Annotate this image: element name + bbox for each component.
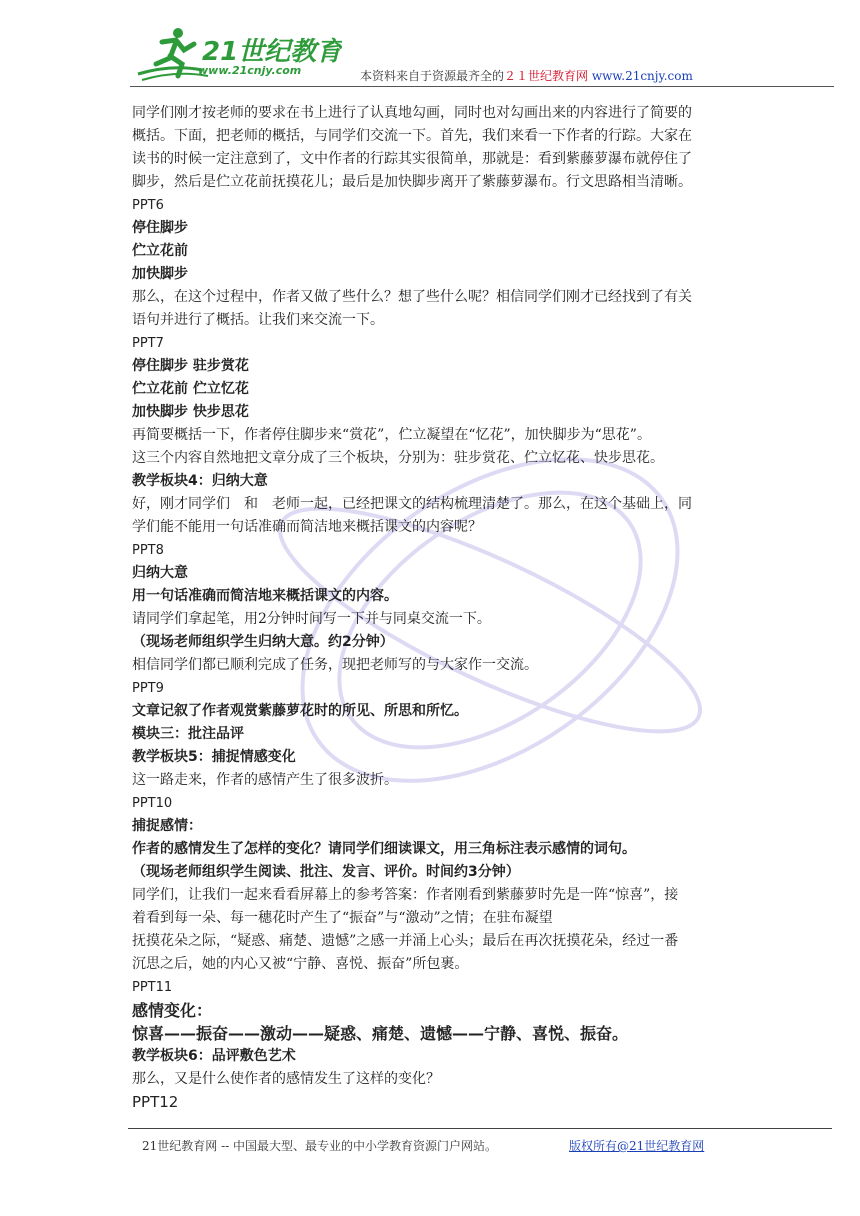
heading-line: 伫立花前 伫立忆花	[132, 381, 249, 397]
heading-line: 教学板块4：归纳大意	[132, 473, 268, 489]
header-site-link[interactable]: ２１世纪教育网	[504, 69, 589, 83]
heading-line: 作者的感情发生了怎样的变化？请同学们细读课文，用三角标注表示感情的词句。	[132, 841, 636, 857]
paragraph-line: 脚步，然后是伫立花前抚摸花儿；最后是加快脚步离开了紫藤萝瀑布。行文思路相当清晰。	[132, 174, 692, 190]
page-footer	[142, 1137, 705, 1154]
heading-line: （现场老师组织学生归纳大意。约2分钟）	[132, 634, 394, 650]
heading-line: 停住脚步 驻步赏花	[132, 358, 249, 374]
paragraph-line: 请同学们拿起笔，用2分钟时间写一下并与同桌交流一下。	[132, 611, 491, 627]
heading-line: 归纳大意	[132, 565, 188, 581]
logo-url: www.21cnjy.com	[198, 64, 302, 77]
21cnjy-logo	[132, 24, 342, 84]
paragraph-line: 那么，又是什么使作者的感情发生了这样的变化？	[132, 1071, 440, 1087]
header-note	[360, 67, 693, 84]
heading-line: 文章记叙了作者观赏紫藤萝花时的所见、所思和所忆。	[132, 703, 468, 719]
footer-divider	[128, 1128, 832, 1129]
paragraph-line: 同学们，让我们一起来看看屏幕上的参考答案：作者刚看到紫藤萝时先是一阵“惊喜”，接	[132, 887, 679, 903]
page-header	[0, 0, 860, 92]
paragraph-line: 再简要概括一下，作者停住脚步来“赏花”，伫立凝望在“忆花”，加快脚步为“思花”。	[132, 427, 651, 443]
document-body	[132, 102, 732, 1114]
paragraph-line: 语句并进行了概括。让我们来交流一下。	[132, 312, 384, 328]
slide-marker: PPT12	[132, 1093, 179, 1111]
footer-text: 21世纪教育网 -- 中国最大型、最专业的中小学教育资源门户网站。	[142, 1139, 498, 1153]
logo-text: 21世纪教育	[202, 37, 342, 67]
paragraph-line: 读书的时候一定注意到了，文中作者的行踪其实很简单，那就是：看到紫藤萝瀑布就停住了	[132, 151, 692, 167]
header-divider	[130, 86, 834, 87]
paragraph-line: 沉思之后，她的内心又被“宁静、喜悦、振奋”所包裹。	[132, 956, 469, 972]
paragraph-line: 同学们刚才按老师的要求在书上进行了认真地勾画，同时也对勾画出来的内容进行了简要的	[132, 105, 692, 121]
paragraph-line: 相信同学们都已顺利完成了任务，现把老师写的与大家作一交流。	[132, 657, 538, 673]
footer-copyright-link[interactable]: 版权所有@21世纪教育网	[569, 1139, 705, 1153]
heading-line: 伫立花前	[132, 243, 188, 259]
paragraph-line: 抚摸花朵之际，“疑惑、痛楚、遗憾”之感一并涌上心头；最后在再次抚摸花朵，经过一番	[132, 933, 679, 949]
paragraph-line: 概括。下面，把老师的概括，与同学们交流一下。首先，我们来看一下作者的行踪。大家在	[132, 128, 692, 144]
heading-line: 加快脚步	[132, 266, 188, 282]
heading-line: 捕捉感情：	[132, 818, 202, 834]
paragraph-line: 那么，在这个过程中，作者又做了些什么？想了些什么呢？相信同学们刚才已经找到了有关	[132, 289, 692, 305]
paragraph-line: 着看到每一朵、每一穗花时产生了“振奋”与“激动”之情；在驻布凝望	[132, 910, 553, 926]
heading-line: 教学板块6：品评敷色艺术	[132, 1048, 296, 1064]
header-url-link[interactable]: www.21cnjy.com	[591, 69, 693, 83]
slide-marker: PPT10	[132, 796, 173, 811]
heading-line: （现场老师组织学生阅读、批注、发言、评价。时间约3分钟）	[132, 864, 520, 880]
paragraph-line: 学们能不能用一句话准确而简洁地来概括课文的内容呢？	[132, 519, 482, 535]
heading-line: 停住脚步	[132, 220, 188, 236]
slide-marker: PPT6	[132, 198, 164, 213]
slide-marker: PPT8	[132, 543, 164, 558]
heading-line: 教学板块5：捕捉情感变化	[132, 749, 296, 765]
paragraph-line: 好，刚才同学们 和 老师一起，已经把课文的结构梳理清楚了。那么，在这个基础上，同	[132, 496, 692, 512]
heading-line: 模块三：批注品评	[132, 726, 244, 742]
slide-marker: PPT9	[132, 681, 164, 696]
header-note-prefix: 本资料来自于资源最齐全的	[360, 69, 505, 83]
heading-line: 加快脚步 快步思花	[132, 404, 249, 420]
heading-line: 惊喜——振奋——激动——疑惑、痛楚、遗憾——宁静、喜悦、振奋。	[132, 1024, 629, 1043]
paragraph-line: 这三个内容自然地把文章分成了三个板块，分别为：驻步赏花、伫立忆花、快步思花。	[132, 450, 664, 466]
slide-marker: PPT7	[132, 336, 164, 351]
paragraph-line: 这一路走来，作者的感情产生了很多波折。	[132, 772, 398, 788]
slide-marker: PPT11	[132, 980, 173, 995]
heading-line: 感情变化：	[132, 1001, 213, 1020]
heading-line: 用一句话准确而简洁地来概括课文的内容。	[132, 588, 398, 604]
